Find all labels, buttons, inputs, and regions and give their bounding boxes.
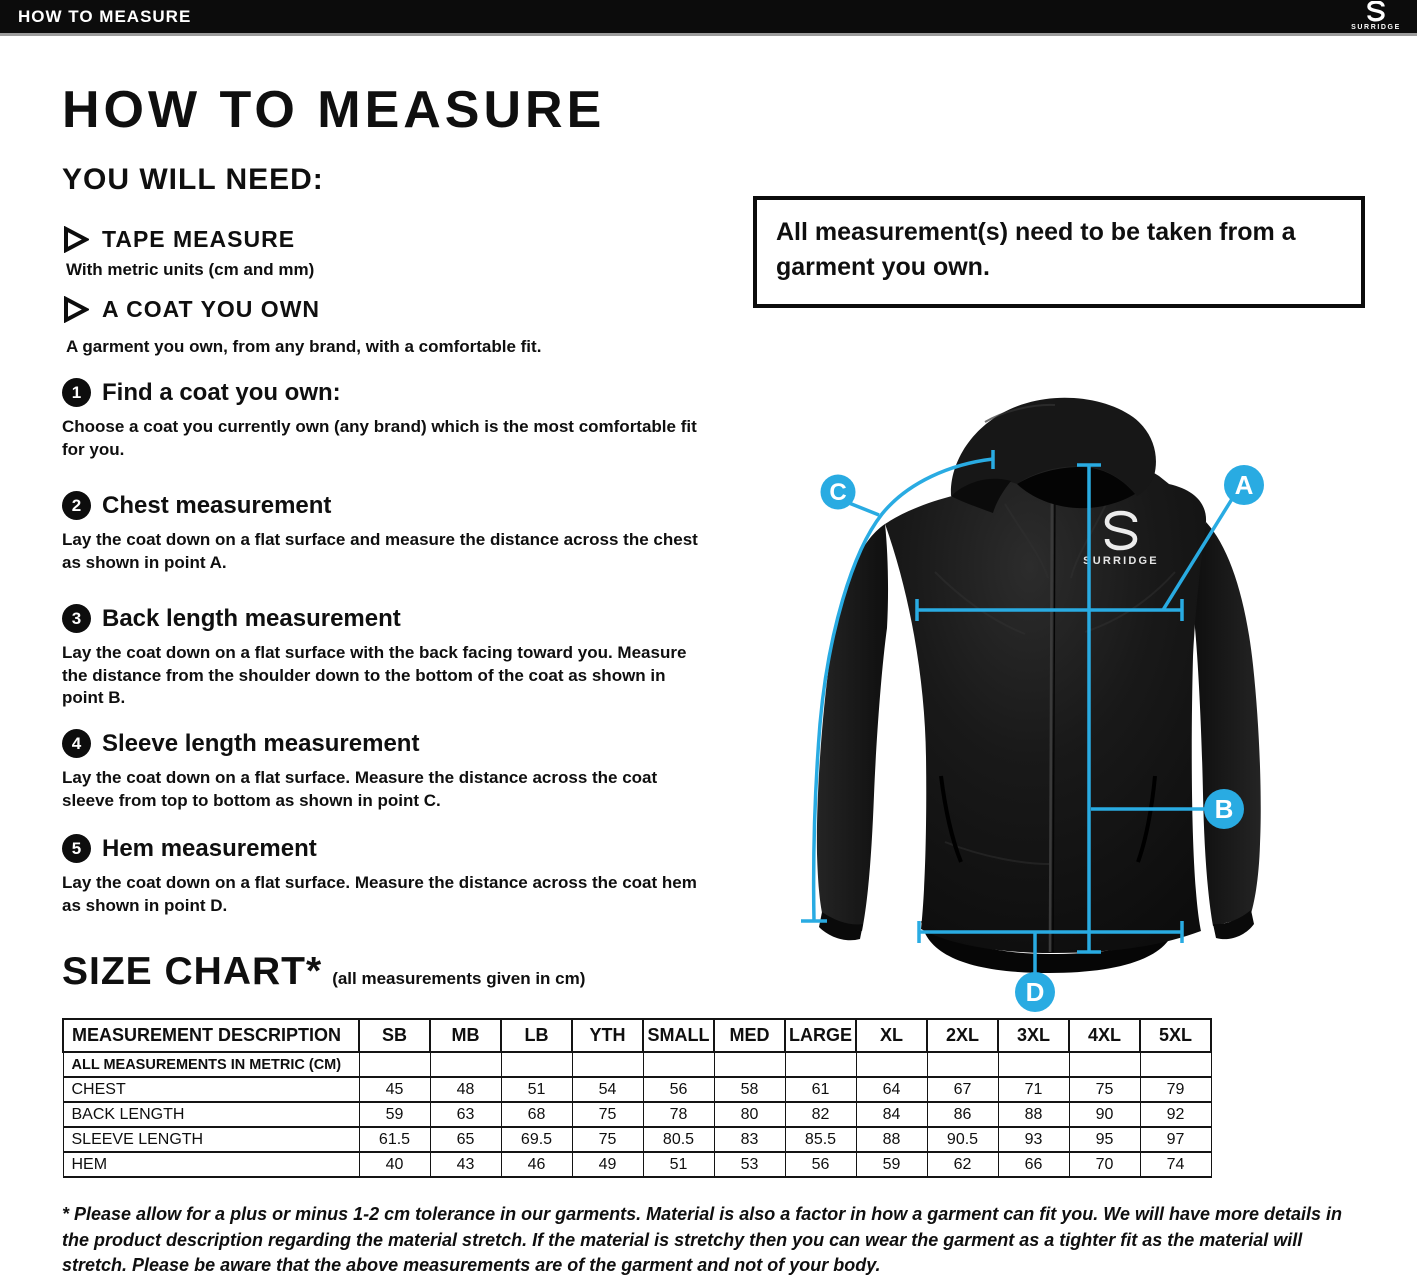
table-cell: 40 — [359, 1152, 430, 1177]
step-description: Lay the coat down on a flat surface. Measure the distance across the coat sleeve from top to bottom as shown in point C. — [62, 768, 658, 810]
table-cell: 93 — [998, 1127, 1069, 1152]
table-cell — [501, 1052, 572, 1077]
table-cell: 79 — [1140, 1077, 1211, 1102]
table-cell: 83 — [714, 1127, 785, 1152]
step-title: Hem measurement — [102, 834, 317, 862]
table-cell: 90 — [1069, 1102, 1140, 1127]
table-row — [63, 1052, 1211, 1077]
table-cell — [430, 1052, 501, 1077]
column-header: YTH — [572, 1019, 643, 1052]
table-cell: 58 — [714, 1077, 785, 1102]
table-cell: 46 — [501, 1152, 572, 1177]
table-cell: 88 — [998, 1102, 1069, 1127]
size-chart-subtitle: (all measurements given in cm) — [332, 969, 586, 988]
column-header: 2XL — [927, 1019, 998, 1052]
step-2 — [62, 491, 707, 574]
table-cell — [572, 1052, 643, 1077]
jacket-illustration — [817, 398, 1261, 973]
requirement-description: With metric units (cm and mm) — [66, 260, 315, 279]
step-title: Sleeve length measurement — [102, 729, 420, 757]
surridge-logo-icon — [1345, 1, 1407, 31]
table-cell: 51 — [501, 1077, 572, 1102]
table-cell: 45 — [359, 1077, 430, 1102]
size-chart-title: SIZE CHART* — [62, 950, 323, 993]
table-row — [63, 1127, 1211, 1152]
table-row — [63, 1077, 1211, 1102]
step-number-badge: 2 — [62, 491, 91, 520]
jacket-measurement-diagram — [755, 372, 1417, 1016]
step-title: Find a coat you own: — [102, 378, 341, 406]
size-chart-table — [62, 1018, 1212, 1178]
table-cell: 48 — [430, 1077, 501, 1102]
step-title: Back length measurement — [102, 604, 401, 632]
row-label: BACK LENGTH — [63, 1102, 359, 1127]
surridge-logo-text: SURRIDGE — [1351, 24, 1401, 31]
footnote: * Please allow for a plus or minus 1-2 cm tolerance in our garments. Material is also a factor in how a garment can fit you. We will have more details in the product description regarding the material stretch. If the material is stretchy then you can wear the garment as a tighter fit as the material will stretch. Please be aware that the above measurements are of the garment and not of your body. — [62, 1204, 1343, 1276]
column-header: 3XL — [998, 1019, 1069, 1052]
jacket-left-sleeve — [817, 524, 888, 931]
table-cell: 62 — [927, 1152, 998, 1177]
table-cell — [785, 1052, 856, 1077]
jacket-right-sleeve — [1195, 522, 1261, 926]
table-cell: 64 — [856, 1077, 927, 1102]
table-cell: 66 — [998, 1152, 1069, 1177]
column-header: MEASUREMENT DESCRIPTION — [63, 1019, 359, 1052]
surridge-s-glyph — [1369, 2, 1383, 20]
surridge-logo-text: SURRIDGE — [1083, 555, 1159, 567]
table-cell — [714, 1052, 785, 1077]
step-4 — [62, 729, 707, 812]
row-label: CHEST — [63, 1077, 359, 1102]
requirement-description: A garment you own, from any brand, with a comfortable fit. — [66, 337, 542, 356]
table-cell: 82 — [785, 1102, 856, 1127]
table-cell: 71 — [998, 1077, 1069, 1102]
table-cell — [1069, 1052, 1140, 1077]
table-cell — [998, 1052, 1069, 1077]
measure-point-b-label: B — [1214, 794, 1234, 824]
notice-box: All measurement(s) need to be taken from a garment you own. — [753, 196, 1365, 308]
bullet-triangle-icon — [62, 226, 89, 253]
step-description: Choose a coat you currently own (any brand) which is the most comfortable fit for you. — [62, 417, 697, 459]
table-cell: 80 — [714, 1102, 785, 1127]
table-cell: 74 — [1140, 1152, 1211, 1177]
table-cell: 53 — [714, 1152, 785, 1177]
column-header: 5XL — [1140, 1019, 1211, 1052]
table-cell: 86 — [927, 1102, 998, 1127]
top-bar — [0, 0, 1417, 36]
table-cell: 51 — [643, 1152, 714, 1177]
table-cell: 95 — [1069, 1127, 1140, 1152]
column-header: SMALL — [643, 1019, 714, 1052]
step-3 — [62, 604, 707, 710]
column-header: LB — [501, 1019, 572, 1052]
column-header: MED — [714, 1019, 785, 1052]
step-description: Lay the coat down on a flat surface. Measure the distance across the coat hem as shown in point D. — [62, 873, 697, 915]
you-will-need-heading: YOU WILL NEED: — [62, 163, 324, 196]
table-cell: 75 — [1069, 1077, 1140, 1102]
table-cell: 61.5 — [359, 1127, 430, 1152]
requirement-label: TAPE MEASURE — [102, 226, 296, 252]
requirement-coat — [62, 296, 320, 323]
table-cell — [856, 1052, 927, 1077]
column-header: 4XL — [1069, 1019, 1140, 1052]
table-header-row — [63, 1019, 1211, 1052]
table-cell: 80.5 — [643, 1127, 714, 1152]
table-cell: 69.5 — [501, 1127, 572, 1152]
page-title: HOW TO MEASURE — [62, 81, 606, 139]
row-label: HEM — [63, 1152, 359, 1177]
table-cell: 43 — [430, 1152, 501, 1177]
measure-point-a-label: A — [1234, 470, 1254, 500]
step-number-badge: 3 — [62, 604, 91, 633]
step-description: Lay the coat down on a flat surface and measure the distance across the chest as shown in point A. — [62, 530, 698, 572]
jacket-body — [885, 458, 1206, 953]
table-cell: 92 — [1140, 1102, 1211, 1127]
measure-point-d-label: D — [1025, 977, 1045, 1007]
table-cell — [643, 1052, 714, 1077]
table-cell: 75 — [572, 1102, 643, 1127]
table-cell: 65 — [430, 1127, 501, 1152]
table-cell: 56 — [785, 1152, 856, 1177]
step-number-badge: 4 — [62, 729, 91, 758]
table-cell: 70 — [1069, 1152, 1140, 1177]
row-label: ALL MEASUREMENTS IN METRIC (CM) — [63, 1052, 359, 1077]
table-cell: 59 — [856, 1152, 927, 1177]
top-bar-title: HOW TO MEASURE — [18, 7, 192, 26]
table-cell: 75 — [572, 1127, 643, 1152]
step-title: Chest measurement — [102, 491, 332, 519]
measure-point-c-label: C — [829, 479, 847, 506]
column-header: LARGE — [785, 1019, 856, 1052]
requirement-tape-measure — [62, 226, 295, 253]
table-cell: 68 — [501, 1102, 572, 1127]
table-cell: 56 — [643, 1077, 714, 1102]
step-5 — [62, 834, 707, 917]
table-cell: 63 — [430, 1102, 501, 1127]
table-cell — [1140, 1052, 1211, 1077]
step-number-badge: 1 — [62, 378, 91, 407]
column-header: XL — [856, 1019, 927, 1052]
table-cell: 49 — [572, 1152, 643, 1177]
table-row — [63, 1102, 1211, 1127]
table-cell: 61 — [785, 1077, 856, 1102]
step-number-badge: 5 — [62, 834, 91, 863]
column-header: MB — [430, 1019, 501, 1052]
table-cell: 90.5 — [927, 1127, 998, 1152]
bullet-triangle-icon — [62, 296, 89, 323]
table-cell — [927, 1052, 998, 1077]
table-cell — [359, 1052, 430, 1077]
table-cell: 54 — [572, 1077, 643, 1102]
table-cell: 78 — [643, 1102, 714, 1127]
requirement-label: A COAT YOU OWN — [102, 296, 321, 322]
step-1 — [62, 378, 707, 461]
table-cell: 85.5 — [785, 1127, 856, 1152]
size-chart-heading — [62, 950, 585, 994]
step-description: Lay the coat down on a flat surface with the back facing toward you. Measure the distance from the shoulder down to the bottom of the coat as shown in point B. — [62, 643, 687, 708]
table-cell: 97 — [1140, 1127, 1211, 1152]
table-cell: 84 — [856, 1102, 927, 1127]
table-cell: 67 — [927, 1077, 998, 1102]
table-row — [63, 1152, 1211, 1177]
row-label: SLEEVE LENGTH — [63, 1127, 359, 1152]
table-cell: 88 — [856, 1127, 927, 1152]
measure-connector-c — [849, 503, 879, 515]
column-header: SB — [359, 1019, 430, 1052]
table-cell: 59 — [359, 1102, 430, 1127]
